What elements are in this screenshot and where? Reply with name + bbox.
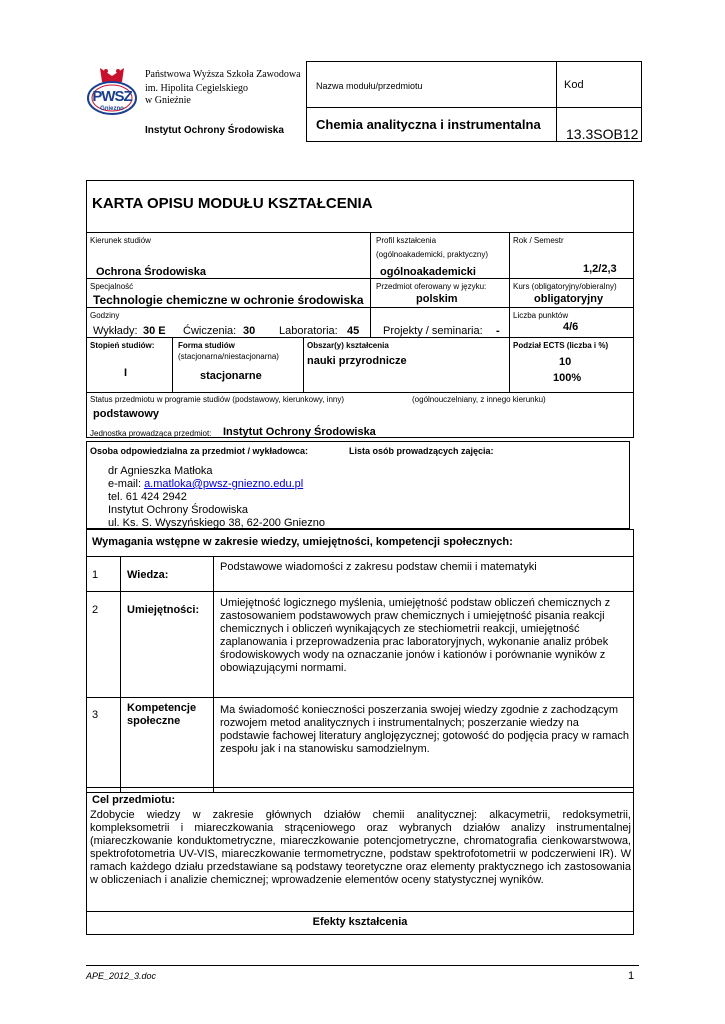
status-value: podstawowy (93, 408, 160, 420)
requirement-text: Umiejętność logicznego myślenia, umiejętność podstaw obliczeń chemicznych z zastosowaniem podstawowych praw chemicznych i umiejętność pisania reakcji chemicznych i obliczeń wynikających ze stechiometrii reakcji, umiejętność zaplanowania i przeprowadzenia prac laboratoryjnych, wykonanie analiz próbek środowiskowych wody na oznaczanie jonów i kationów i porównanie wyników z obowiązującymi normami. (220, 597, 611, 674)
exercises-value: 30 (243, 325, 256, 337)
school-name-line3: w Gnieźnie (145, 95, 191, 106)
requirement-num: 1 (92, 569, 99, 581)
projects-value: - (496, 325, 500, 337)
lectures-value: 30 E (143, 325, 166, 337)
exercises-label: Ćwiczenia: (183, 325, 237, 337)
school-name-line1: Państwowa Wyższa Szkoła Zawodowa (145, 69, 301, 80)
level-value: I (124, 367, 128, 379)
profile-label: Profil kształcenia (376, 236, 437, 245)
logo-text: PWSZ (92, 88, 132, 105)
spec-value: Technologie chemiczne w ochronie środowiska (93, 293, 364, 307)
module-code: 13.3SOB12 (566, 126, 639, 142)
status-label-2: (ogólnouczelniany, z innego kierunku) (412, 395, 546, 404)
year-label: Rok / Semestr (513, 236, 564, 245)
teacher-address: ul. Ks. S. Wyszyńskiego 38, 62-200 Gniezno (108, 517, 325, 529)
goal-text: Zdobycie wiedzy w zakresie głównych działów chemii analitycznej: alkacymetrii, redoksymetrii, kompleksometrii i miareczkowania strąceniowego oraz wybranych działów analizy instrumentalnej (miareczkowanie konduktometryczne, miareczkowanie potencjometryczne, chromatografia cienkowarstwowa, spektrofotometria UV-VIS, miareczkowanie termometryczne, podstaw spektrofotometrii w podczerwieni IR). W ramach każdego działu przedstawiane są podstawy teoretyczne oraz elementy praktycznego ich zastosowania w obliczeniach i analizie chemicznej; wprowadzenie elementów oceny statystycznej wyników. (90, 809, 631, 886)
teacher-email-line (108, 478, 303, 491)
projects-label: Projekty / seminaria: (383, 325, 483, 337)
unit-label: Jednostka prowadząca przedmiot: (90, 429, 212, 438)
language-value: polskim (416, 293, 458, 305)
card-title: KARTA OPISU MODUŁU KSZTAŁCENIA (92, 195, 373, 212)
requirement-num: 2 (92, 604, 99, 616)
lectures-label: Wykłady: (93, 325, 138, 337)
area-value: nauki przyrodnicze (307, 355, 407, 367)
page-number: 1 (628, 970, 635, 982)
spec-label: Specjalność (90, 282, 134, 291)
teachers-list-label: Lista osób prowadzących zajęcia: (349, 446, 494, 456)
lab-label: Laboratoria: (279, 325, 338, 337)
requirement-text: Ma świadomość konieczności poszerzania swojej wiedzy zgodnie z zachodzącym rozwojem metod analitycznych i instrumentalnych; poszerzanie wiedzy na podstawie fachowej literatury anglojęzycznej; gotowość do podjęcia pracy w ramach zespołu jak i na stanowisku samodzielnym. (220, 704, 630, 755)
form-label-2: (stacjonarna/niestacjonarna) (178, 352, 279, 361)
points-value: 4/6 (563, 321, 579, 333)
ects-label: Podział ECTS (liczba i %) (513, 341, 609, 350)
profile-label-2: (ogólnoakademicki, praktyczny) (376, 250, 489, 259)
ects-value: 10 (559, 356, 572, 368)
header-institute: Instytut Ochrony Środowiska (145, 125, 284, 136)
teacher-institute: Instytut Ochrony Środowiska (108, 504, 249, 516)
code-label: Kod (564, 79, 584, 91)
field-label: Kierunek studiów (90, 236, 151, 245)
unit-value: Instytut Ochrony Środowiska (223, 426, 376, 438)
ects-percent: 100% (553, 372, 582, 384)
goal-title: Cel przedmiotu: (92, 794, 176, 806)
hours-label: Godziny (90, 311, 120, 320)
area-label: Obszar(y) kształcenia (307, 341, 389, 350)
language-label: Przedmiot oferowany w języku: (376, 282, 487, 291)
teacher-phone: tel. 61 424 2942 (108, 491, 187, 503)
responsible-label: Osoba odpowiedzialna za przedmiot / wykładowca: (90, 446, 309, 456)
course-label: Kurs (obligatoryjny/obieralny) (513, 282, 617, 291)
requirement-label: Umiejętności: (127, 604, 200, 616)
requirement-label: Kompetencje społeczne (127, 702, 197, 727)
requirement-label: Wiedza: (127, 569, 169, 581)
profile-value: ogólnoakademicki (380, 266, 476, 278)
status-label: Status przedmiotu w programie studiów (podstawowy, kierunkowy, inny) (90, 395, 345, 404)
field-value: Ochrona Środowiska (96, 266, 207, 278)
year-value: 1,2/2,3 (583, 263, 617, 275)
level-label: Stopień studiów: (90, 341, 155, 350)
form-value: stacjonarne (200, 370, 262, 382)
email-link[interactable]: a.matloka@pwsz-gniezno.edu.pl (144, 478, 304, 490)
course-value: obligatoryjny (534, 293, 604, 305)
teacher-name: dr Agnieszka Matłoka (108, 465, 213, 477)
lab-value: 45 (347, 325, 360, 337)
school-logo (86, 64, 138, 120)
email-prefix: e-mail: (108, 478, 145, 490)
footer-filename: APE_2012_3.doc (86, 971, 157, 981)
requirement-text: Podstawowe wiadomości z zakresu podstaw chemii i matematyki (220, 561, 537, 573)
form-label: Forma studiów (178, 341, 235, 350)
points-label: Liczba punktów (513, 311, 569, 320)
school-name-line2: im. Hipolita Cegielskiego (145, 83, 249, 94)
logo-subtext: Gniezno (100, 106, 124, 112)
requirements-title: Wymagania wstępne w zakresie wiedzy, umiejętności, kompetencji społecznych: (92, 536, 513, 548)
module-name-label: Nazwa modułu/przedmiotu (316, 81, 423, 91)
module-name: Chemia analityczna i instrumentalna (316, 117, 541, 132)
effects-title: Efekty kształcenia (312, 916, 408, 928)
requirement-num: 3 (92, 709, 99, 721)
